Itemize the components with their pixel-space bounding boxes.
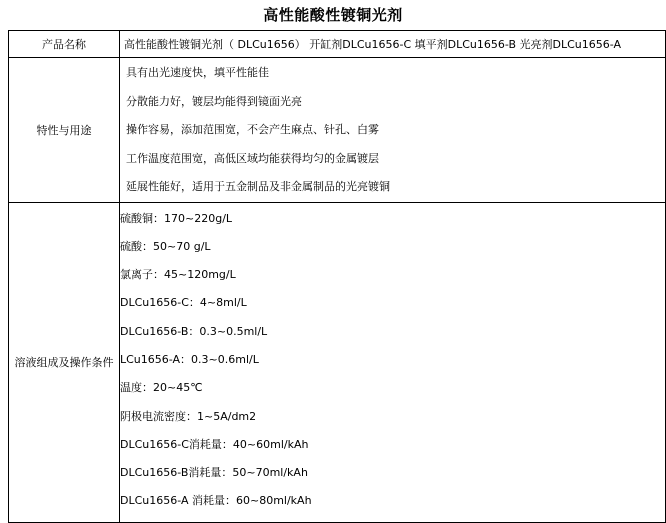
feature-item: 操作容易，添加范围宽，不会产生麻点、针孔、白雾 xyxy=(126,123,379,136)
page-title: 高性能酸性镀铜光剂 xyxy=(263,6,403,24)
bath-item: 硫酸：50~70 g/L xyxy=(120,239,211,253)
product-name-row xyxy=(9,31,666,58)
bath-item: DLCu1656-B消耗量：50~70ml/kAh xyxy=(120,466,308,480)
bath-row xyxy=(9,202,666,522)
bath-item: 氯离子：45~120mg/L xyxy=(120,268,236,282)
product-spec-table xyxy=(8,30,666,523)
feature-item: 工作温度范围宽，高低区域均能获得均匀的金属镀层 xyxy=(126,151,379,165)
feature-item: 延展性能好，适用于五金制品及非金属制品的光亮镀铜 xyxy=(126,180,390,193)
product-name-label: 产品名称 xyxy=(9,31,120,58)
product-name-value: 高性能酸性镀铜光剂（ DLCu1656） 开缸剂DLCu1656-C 填平剂DLCu1656-B 光亮剂DLCu1656-A xyxy=(120,31,666,58)
features-label: 特性与用途 xyxy=(9,58,120,203)
bath-item: DLCu1656-C消耗量：40~60ml/kAh xyxy=(120,437,309,451)
feature-item: 具有出光速度快，填平性能佳 xyxy=(126,66,269,79)
bath-item: DLCu1656-C：4~8ml/L xyxy=(120,296,247,310)
bath-item: DLCu1656-B：0.3~0.5ml/L xyxy=(120,324,268,338)
bath-label: 溶液组成及操作条件 xyxy=(9,202,120,522)
feature-item: 分散能力好，镀层均能得到镜面光亮 xyxy=(126,94,302,108)
features-list xyxy=(120,58,666,203)
bath-item: 硫酸铜：170~220g/L xyxy=(120,211,233,225)
bath-item: 阴极电流密度：1~5A/dm2 xyxy=(120,409,257,423)
features-row xyxy=(9,58,666,203)
bath-item: 温度：20~45℃ xyxy=(120,381,203,395)
bath-list xyxy=(120,202,666,522)
bath-item: DLCu1656-A 消耗量：60~80ml/kAh xyxy=(120,494,312,508)
bath-item: LCu1656-A：0.3~0.6ml/L xyxy=(120,352,259,366)
